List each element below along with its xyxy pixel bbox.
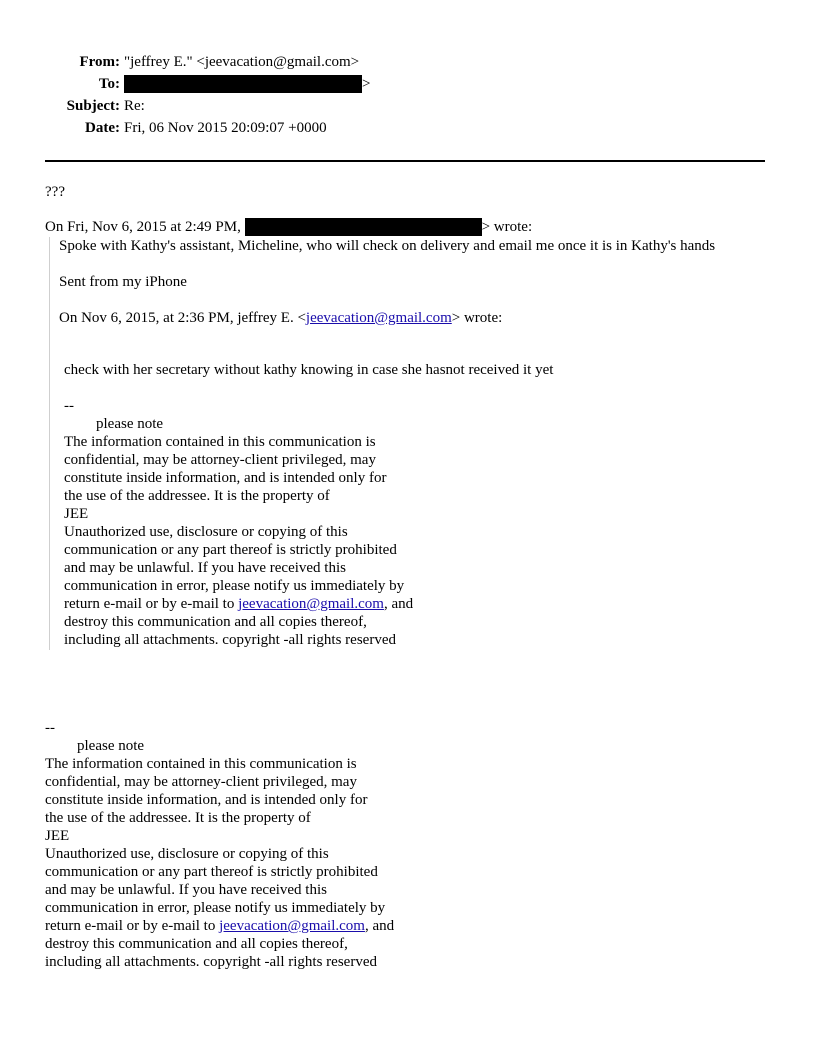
signature-dashes: -- <box>45 720 55 736</box>
sent-from: Sent from my iPhone <box>59 274 187 290</box>
signature-note-heading: please note <box>96 416 164 432</box>
header-divider <box>45 160 765 162</box>
signature-note-heading: please note <box>77 738 145 754</box>
quoted-message: Spoke with Kathy's assistant, Micheline, who will check on delivery and email me once it is in Kathy's hands <box>59 238 716 254</box>
to-value <box>124 75 370 93</box>
return-prefix: return e-mail or by e-mail to <box>64 596 239 612</box>
return-suffix: , and <box>364 918 395 934</box>
nested-intro-prefix: On Nov 6, 2015, at 2:36 PM, jeffrey E. < <box>59 310 306 326</box>
nested-reply-intro <box>59 309 502 327</box>
signature-line: communication or any part thereof is strictly prohibited <box>45 864 378 880</box>
signature-line: including all attachments. copyright -all rights reserved <box>64 632 396 648</box>
reply-intro <box>45 218 532 236</box>
redaction-bar <box>124 75 362 93</box>
date-value: Fri, 06 Nov 2015 20:09:07 +0000 <box>124 120 327 136</box>
signature-line: Unauthorized use, disclosure or copying of this <box>64 524 348 540</box>
signature-line: The information contained in this communication is <box>64 434 376 450</box>
from-value: "jeffrey E." <jeevacation@gmail.com> <box>124 54 360 70</box>
signature-line: The information contained in this communication is <box>45 756 357 772</box>
return-prefix: return e-mail or by e-mail to <box>45 918 220 934</box>
signature-line: and may be unlawful. If you have received this <box>45 882 327 898</box>
signature-line: constitute inside information, and is intended only for <box>45 792 368 808</box>
signature-line: the use of the addressee. It is the property of <box>45 810 311 826</box>
nested-intro-suffix: > wrote: <box>451 310 503 326</box>
signature-dashes: -- <box>64 398 74 414</box>
signature-line: and may be unlawful. If you have received this <box>64 560 346 576</box>
signature-return-line <box>64 595 413 613</box>
nested-message: check with her secretary without kathy knowing in case she hasnot received it yet <box>64 362 554 378</box>
return-suffix: , and <box>383 596 414 612</box>
signature-line: confidential, may be attorney-client privileged, may <box>64 452 376 468</box>
to-suffix: > <box>362 76 371 92</box>
signature-line: constitute inside information, and is intended only for <box>64 470 387 486</box>
signature-line: communication or any part thereof is strictly prohibited <box>64 542 397 558</box>
signature-line: JEE <box>64 506 89 522</box>
signature-line: JEE <box>45 828 70 844</box>
from-label: From: <box>79 54 120 70</box>
reply-intro-suffix: > wrote: <box>481 219 533 235</box>
to-label: To: <box>98 76 120 92</box>
subject-value: Re: <box>124 98 145 114</box>
quote-bar <box>49 237 50 650</box>
signature-line: the use of the addressee. It is the property of <box>64 488 330 504</box>
reply-intro-prefix: On Fri, Nov 6, 2015 at 2:49 PM, <box>45 219 241 235</box>
signature-line: Unauthorized use, disclosure or copying of this <box>45 846 329 862</box>
signature-line: communication in error, please notify us immediately by <box>45 900 386 916</box>
date-label: Date: <box>85 120 120 136</box>
subject-label: Subject: <box>66 98 120 114</box>
signature-line: destroy this communication and all copies thereof, <box>45 936 348 952</box>
signature-line: communication in error, please notify us immediately by <box>64 578 405 594</box>
signature-line: destroy this communication and all copies thereof, <box>64 614 367 630</box>
top-text: ??? <box>45 184 65 200</box>
signature-line: including all attachments. copyright -all rights reserved <box>45 954 377 970</box>
redaction-bar <box>245 218 482 236</box>
signature-line: confidential, may be attorney-client privileged, may <box>45 774 357 790</box>
email-link[interactable]: jeevacation@gmail.com <box>238 596 384 612</box>
signature-return-line <box>45 917 394 935</box>
email-link[interactable]: jeevacation@gmail.com <box>219 918 365 934</box>
email-link[interactable]: jeevacation@gmail.com <box>305 310 452 326</box>
